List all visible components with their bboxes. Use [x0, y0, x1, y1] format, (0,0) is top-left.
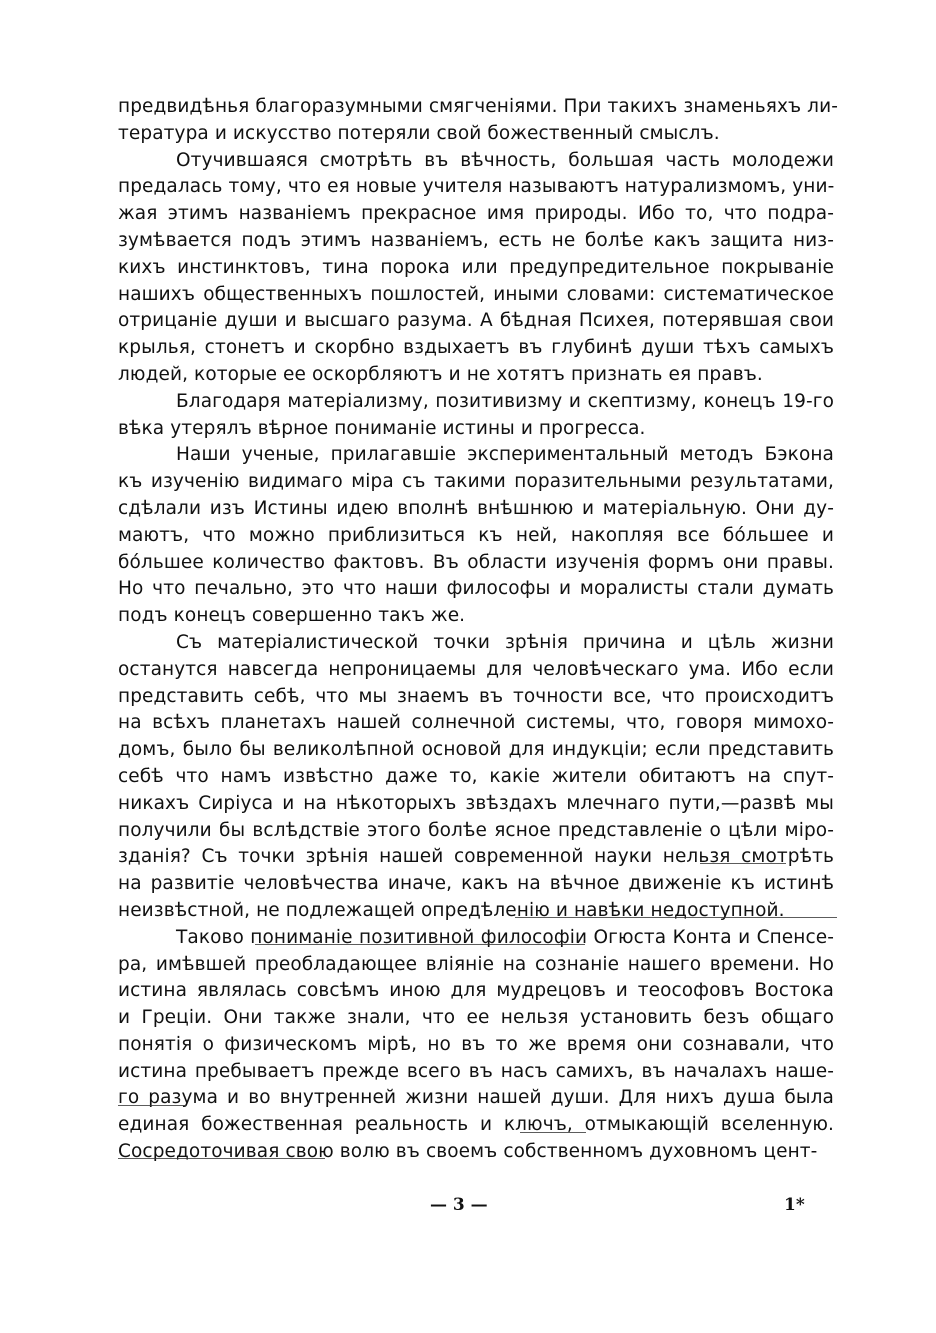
text-line: предалась тому, что ея новые учителя называютъ натурализмомъ, уни- [118, 176, 835, 198]
paragraph [118, 389, 834, 443]
paragraph [118, 94, 838, 148]
text-line: зумѣвается подъ этимъ названіемъ, есть не болѣе какъ защита низ- [118, 229, 834, 251]
printer-sheet-mark: 1* [784, 1195, 805, 1215]
text-line: ра, имѣвшей преобладающее вліяніе на сознаніе нашего времени. Но [118, 953, 834, 975]
text-line: жая этимъ названіемъ прекрасное имя природы. Ибо то, что подра- [118, 203, 834, 225]
pencil-underline [700, 863, 786, 864]
text-line: и Греціи. Они также знали, что ее нельзя установить безъ общаго [118, 1007, 834, 1029]
text-line: на всѣхъ планетахъ нашей солнечной системы, что, говоря мимохо- [118, 712, 834, 734]
paragraph [118, 630, 834, 925]
text-line: Отучившаяся смотрѣть въ вѣчность, большая часть молодежи [176, 149, 834, 171]
text-line: подъ конецъ совершенно такъ же. [118, 605, 466, 627]
pencil-underline [118, 1105, 186, 1106]
text-line: на развитіе человѣчества иначе, какъ на вѣчное движеніе къ истинѣ [118, 873, 834, 895]
text-line: предвидѣнья благоразумными смягченіями. При такихъ знаменьяхъ ли- [118, 96, 838, 117]
page-footer [0, 1195, 936, 1225]
text-line: сдѣлали изъ Истины идею вполнѣ внѣшнюю и матеріальную. Они ду- [118, 497, 834, 519]
text-line: маютъ, что можно приблизиться къ ней, накопляя все бóльшее и [118, 524, 834, 546]
pencil-underline [118, 1158, 325, 1159]
text-line: къ изученію видимаго міра съ такими поразительными результатами, [118, 471, 834, 493]
text-line: нашихъ общественныхъ пошлостей, иными словами: систематическое [118, 283, 834, 305]
text-line: получили бы вслѣдствіе этого болѣе ясное представленіе о цѣли міро- [118, 819, 834, 841]
pencil-underline [255, 944, 585, 945]
paragraph [118, 925, 834, 1166]
text-line: кихъ инстинктовъ, тина порока или предупредительное покрываніе [118, 256, 834, 278]
text-line: домъ, было бы великолѣпной основой для индукціи; если представить [118, 739, 834, 761]
text-line: Съ матеріалистической точки зрѣнія причина и цѣль жизни [176, 631, 834, 653]
text-line: понятія о физическомъ мірѣ, но въ то же время они сознавали, что [118, 1033, 834, 1055]
text-line: единая божественная реальность и ключъ, отмыкающій вселенную. [118, 1114, 834, 1136]
text-line: Но что печально, это что наши философы и моралисты стали думать [118, 578, 834, 600]
text-line: себѣ что намъ извѣстно даже то, какіе жители обитаютъ на спут- [118, 765, 834, 787]
pencil-underline [515, 917, 837, 918]
text-line: бóльшее количество фактовъ. Въ области изученія формъ они правы. [118, 551, 834, 573]
text-line: останутся навсегда непроницаемы для человѣческаго ума. Ибо если [118, 658, 834, 680]
text-line: тература и искусство потеряли свой божественный смыслъ. [118, 122, 720, 144]
text-line: Наши ученые, прилагавшіе экспериментальный методъ Бэкона [176, 444, 834, 466]
book-page-text [118, 94, 838, 1166]
text-line: отрицаніе души и высшаго разума. А бѣдная Психея, потерявшая свои [118, 310, 834, 332]
text-line: неизвѣстной, не подлежащей опредѣленію и навѣки недоступной. [118, 899, 785, 921]
text-line: представить себѣ, что мы знаемъ въ точности все, что происходитъ [118, 685, 834, 707]
text-line: Таково пониманіе позитивной философіи Огюста Конта и Спенсе- [176, 926, 834, 948]
text-line: го разума и во внутренней жизни нашей души. Для нихъ душа была [118, 1087, 834, 1109]
text-line: зданія? Съ точки зрѣнія нашей современной науки нельзя смотрѣть [118, 846, 834, 868]
text-line: крылья, стонетъ и скорбно вздыхаетъ въ глубинѣ души тѣхъ самыхъ [118, 337, 834, 359]
paragraph [118, 442, 834, 630]
text-line: никахъ Сиріуса и на нѣкоторыхъ звѣздахъ млечнаго пути,—развѣ мы [118, 792, 834, 814]
page-number: — 3 — [430, 1195, 488, 1215]
text-line: вѣка утерялъ вѣрное пониманіе истины и прогресса. [118, 417, 646, 439]
text-line: истина являлась совсѣмъ иною для мудрецовъ и теософовъ Востока [118, 980, 834, 1002]
text-line: людей, которые ее оскорбляютъ и не хотятъ признать ея правъ. [118, 363, 763, 385]
pencil-underline [520, 1132, 586, 1133]
paragraph [118, 148, 834, 389]
text-line: Благодаря матеріализму, позитивизму и скептизму, конецъ 19-го [176, 390, 834, 412]
text-line: Сосредоточивая свою волю въ своемъ собственномъ духовномъ цент- [118, 1141, 818, 1163]
text-line: истина пребываетъ прежде всего въ насъ самихъ, въ началахъ наше- [118, 1060, 834, 1082]
